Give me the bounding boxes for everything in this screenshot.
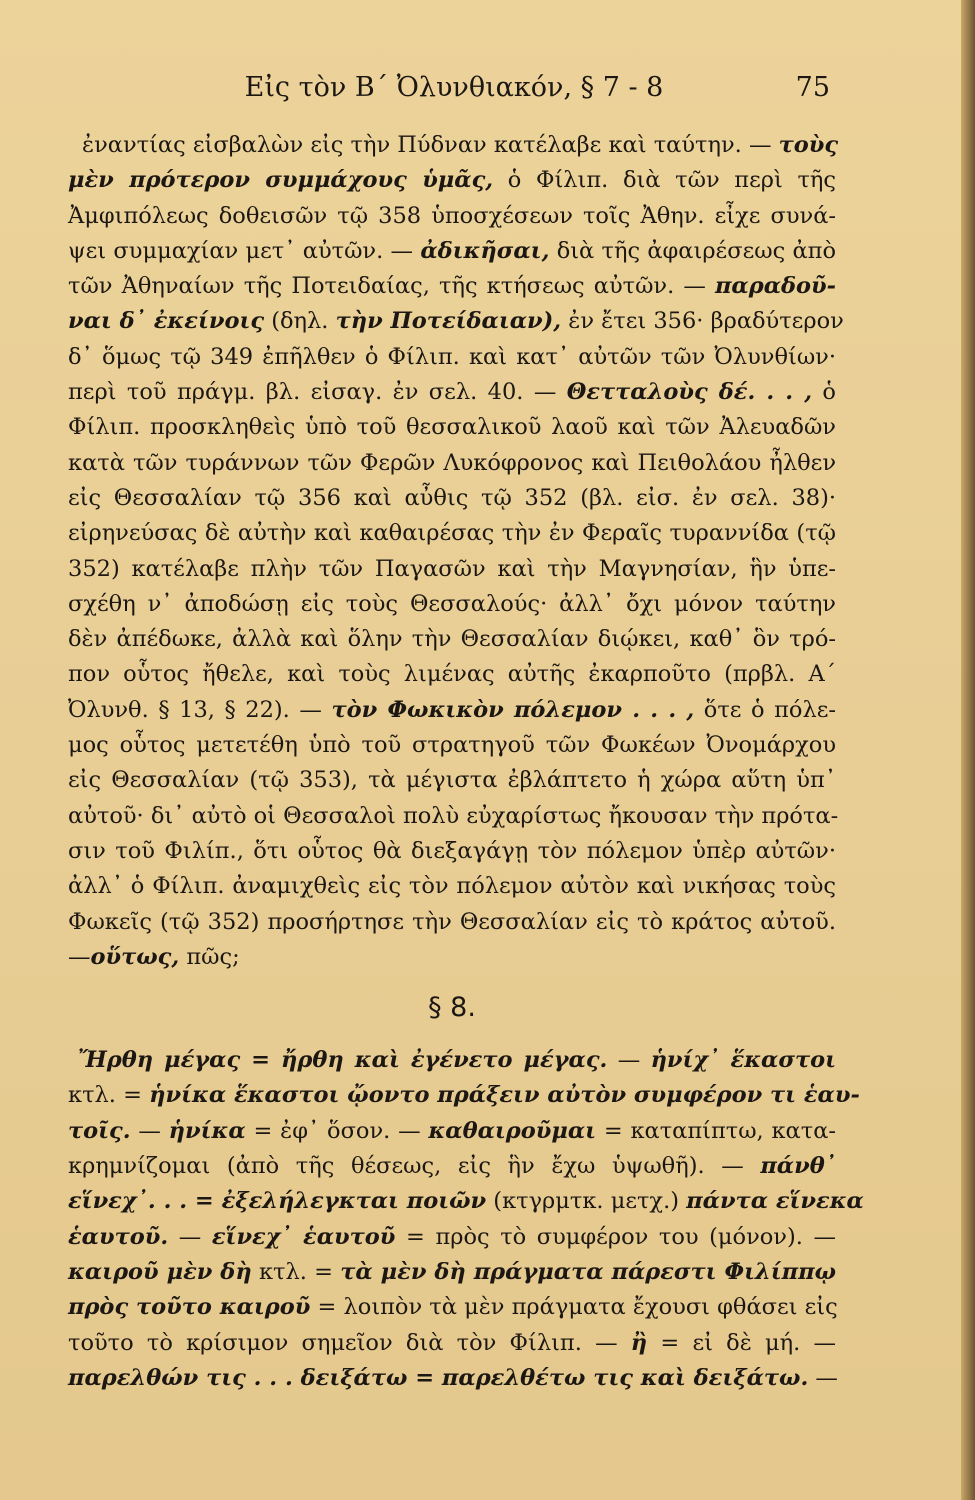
lemma: παραδοῦ- xyxy=(714,273,836,300)
text-line: ἀλλ᾿ ὁ Φίλιπ. ἀναμιχθεὶς εἰς τὸν πόλεμον αὐτὸν καὶ νικήσας τοὺς xyxy=(68,873,836,900)
text-line: Φωκεῖς (τῷ 352) προσήρτησε τὴν Θεσσαλίαν εἰς τὸ κράτος αὐτοῦ. xyxy=(68,908,836,935)
text-line: περὶ τοῦ πράγμ. βλ. εἰσαγ. ἐν σελ. 40. — Θετταλοὺς δέ. . . , ὁ xyxy=(68,379,836,406)
section-text-line: καιροῦ μὲν δὴ κτλ. = τὰ μὲν δὴ πράγματα πάρεστι Φιλίππῳ xyxy=(68,1258,836,1285)
text-line: σχέθη ν᾿ ἀποδώσῃ εἰς τοὺς Θεσσαλούς· ἀλλ᾿ ὄχι μόνον ταύτην xyxy=(68,590,836,617)
running-title: Εἰς τὸν Β΄ Ὀλυνθιακόν, § 7 - 8 xyxy=(244,72,664,103)
text-line: αὐτοῦ· δι᾿ αὐτὸ οἱ Θεσσαλοὶ πολὺ εὐχαρίστως ἤκουσαν τὴν πρότα- xyxy=(68,802,839,829)
text-line: Φίλιπ. προσκληθεὶς ὑπὸ τοῦ θεσσαλικοῦ λαοῦ καὶ τῶν Ἀλευαδῶν xyxy=(68,414,836,441)
page-number: 75 xyxy=(795,72,830,103)
lemma: ἢ xyxy=(630,1329,648,1356)
section-text-line: τοῦτο τὸ κρίσιμον σημεῖον διὰ τὸν Φίλιπ. — ἢ = εἰ δὲ μή. — xyxy=(68,1329,836,1356)
lemma: οὕτως, xyxy=(90,943,180,970)
section-heading: § 8. xyxy=(428,992,476,1024)
page-edge-shadow xyxy=(961,0,975,1500)
lemma: εἵνεχ᾿ ἑαυτοῦ xyxy=(211,1223,396,1250)
lemma: πρὸς τοῦτο καιροῦ xyxy=(68,1294,311,1321)
lemma: ἡνίχ᾿ ἕκαστοι xyxy=(650,1047,836,1074)
text-line: ψει συμμαχίαν μετ᾿ αὐτῶν. — ἀδικῆσαι, διὰ τῆς ἀφαιρέσεως ἀπὸ xyxy=(68,237,836,264)
lemma: πάνθ᾿ xyxy=(760,1153,836,1180)
lemma: τὰ μὲν δὴ πράγματα πάρεστι Φιλίππῳ xyxy=(340,1258,836,1285)
section-text-line: παρελθών τις . . . δειξάτω = παρελθέτω τις καὶ δειξάτω. — xyxy=(68,1364,838,1391)
text-line: κατὰ τῶν τυράννων τῶν Φερῶν Λυκόφρονος καὶ Πειθολάου ἦλθεν xyxy=(68,449,836,476)
lemma: τοὺς xyxy=(778,132,839,158)
text-line: εἰρηνεύσας δὲ αὐτὴν καὶ καθαιρέσας τὴν ἐν Φεραῖς τυραννίδα (τῷ xyxy=(68,520,836,547)
text-line: δ᾿ ὅμως τῷ 349 ἐπῆλθεν ὁ Φίλιπ. καὶ κατ᾿ αὐτῶν τῶν Ὀλυνθίων· xyxy=(68,343,836,370)
page-header xyxy=(78,70,830,110)
lemma: εἵνεχ᾿. . . = ἐξελήλεγκται ποιῶν xyxy=(68,1188,487,1215)
section-text-line: ἑαυτοῦ. — εἵνεχ᾿ ἑαυτοῦ = πρὸς τὸ συμφέρον του (μόνον). — xyxy=(68,1223,836,1250)
text-line: δὲν ἀπέδωκε, ἀλλὰ καὶ ὅλην τὴν Θεσσαλίαν διῴκει, καθ᾿ ὃν τρό- xyxy=(68,626,836,653)
lemma: ἑαυτοῦ. xyxy=(68,1223,169,1250)
lemma: Ἤρθη μέγας = ἤρθη καὶ ἐγένετο μέγας. xyxy=(78,1047,608,1074)
section-text-line: τοῖς. — ἡνίκα = ἐφ᾿ ὅσον. — καθαιροῦμαι = καταπίπτω, κατα- xyxy=(68,1117,836,1144)
section-text-line: κρημνίζομαι (ἀπὸ τῆς θέσεως, εἰς ἣν ἔχω ὑψωθῆ). — πάνθ᾿ xyxy=(68,1153,836,1180)
text-line: Ἀμφιπόλεως δοθεισῶν τῷ 358 ὑποσχέσεων τοῖς Ἀθην. εἶχε συνά- xyxy=(68,202,836,229)
text-line: εἰς Θεσσαλίαν τῷ 356 καὶ αὖθις τῷ 352 (βλ. εἰσ. ἐν σελ. 38)· xyxy=(68,484,836,511)
lemma: παρελθών τις . . . δειξάτω = παρελθέτω τις καὶ δειξάτω. xyxy=(68,1364,809,1391)
text-line: εἰς Θεσσαλίαν (τῷ 353), τὰ μέγιστα ἐβλάπτετο ἡ χώρα αὕτη ὑπ᾿ xyxy=(68,767,836,794)
section-text-line: κτλ. = ἡνίκα ἕκαστοι ᾤοντο πράξειν αὐτὸν συμφέρον τι ἑαυ- xyxy=(68,1082,860,1109)
lemma: πάντα εἵνεκα xyxy=(686,1188,864,1215)
text-line: Ὀλυνθ. § 13, § 22). — τὸν Φωκικὸν πόλεμον . . . , ὅτε ὁ πόλε- xyxy=(68,696,836,723)
lemma: τὸν Φωκικὸν πόλεμον . . . , xyxy=(331,696,695,723)
lemma: ἀδικῆσαι, xyxy=(420,237,550,264)
lemma: καθαιροῦμαι xyxy=(428,1117,597,1144)
section-text-line: πρὸς τοῦτο καιροῦ = λοιπὸν τὰ μὲν πράγματα ἔχουσι φθάσει εἰς xyxy=(68,1294,838,1321)
lemma: ἡνίκα xyxy=(168,1117,246,1144)
text-line: τῶν Ἀθηναίων τῆς Ποτειδαίας, τῆς κτήσεως αὐτῶν. — παραδοῦ- xyxy=(68,273,836,300)
text-line: σιν τοῦ Φιλίπ., ὅτι οὗτος θὰ διεξαγάγῃ τὸν πόλεμον ὑπὲρ αὐτῶν· xyxy=(68,837,836,864)
commentary-text xyxy=(68,128,864,1396)
text-line: μος οὗτος μετετέθη ὑπὸ τοῦ στρατηγοῦ τῶν Φωκέων Ὀνομάρχου xyxy=(68,732,836,759)
lemma: μὲν πρότερον συμμάχους ὑμᾶς, xyxy=(68,167,494,194)
text-line: μὲν πρότερον συμμάχους ὑμᾶς, ὁ Φίλιπ. διὰ τῶν περὶ τῆς xyxy=(68,167,836,194)
section-text-line: εἵνεχ᾿. . . = ἐξελήλεγκται ποιῶν (κτγρμτκ. μετχ.) πάντα εἵνεκα xyxy=(68,1188,864,1215)
lemma: ἡνίκα ἕκαστοι ᾤοντο πράξειν αὐτὸν συμφέρον τι ἑαυ- xyxy=(149,1082,860,1109)
section-text-line: Ἤρθη μέγας = ἤρθη καὶ ἐγένετο μέγας. — ἡνίχ᾿ ἕκαστοι xyxy=(78,1047,836,1074)
lemma: Θετταλοὺς δέ. . . , xyxy=(566,379,813,406)
text-line: 352) κατέλαβε πλὴν τῶν Παγασῶν καὶ τὴν Μαγνησίαν, ἣν ὑπε- xyxy=(68,555,836,582)
text-line: ναι δ᾿ ἐκείνοις (δηλ. τὴν Ποτείδαιαν), ἐν ἔτει 356· βραδύτερον xyxy=(68,308,844,335)
lemma: τοῖς. xyxy=(68,1117,131,1144)
lemma: ναι δ᾿ ἐκείνοις xyxy=(68,308,265,335)
lemma: καιροῦ μὲν δὴ xyxy=(68,1258,252,1285)
text-line: ἐναντίας εἰσβαλὼν εἰς τὴν Πύδναν κατέλαβε καὶ ταύτην. — τοὺς xyxy=(82,132,839,158)
text-line: πον οὗτος ἤθελε, καὶ τοὺς λιμένας αὐτῆς ἐκαρποῦτο (πρβλ. Α΄ xyxy=(68,661,836,688)
lemma: τὴν Ποτείδαιαν), xyxy=(335,308,562,335)
text-line: —οὕτως, πῶς; xyxy=(68,943,240,970)
